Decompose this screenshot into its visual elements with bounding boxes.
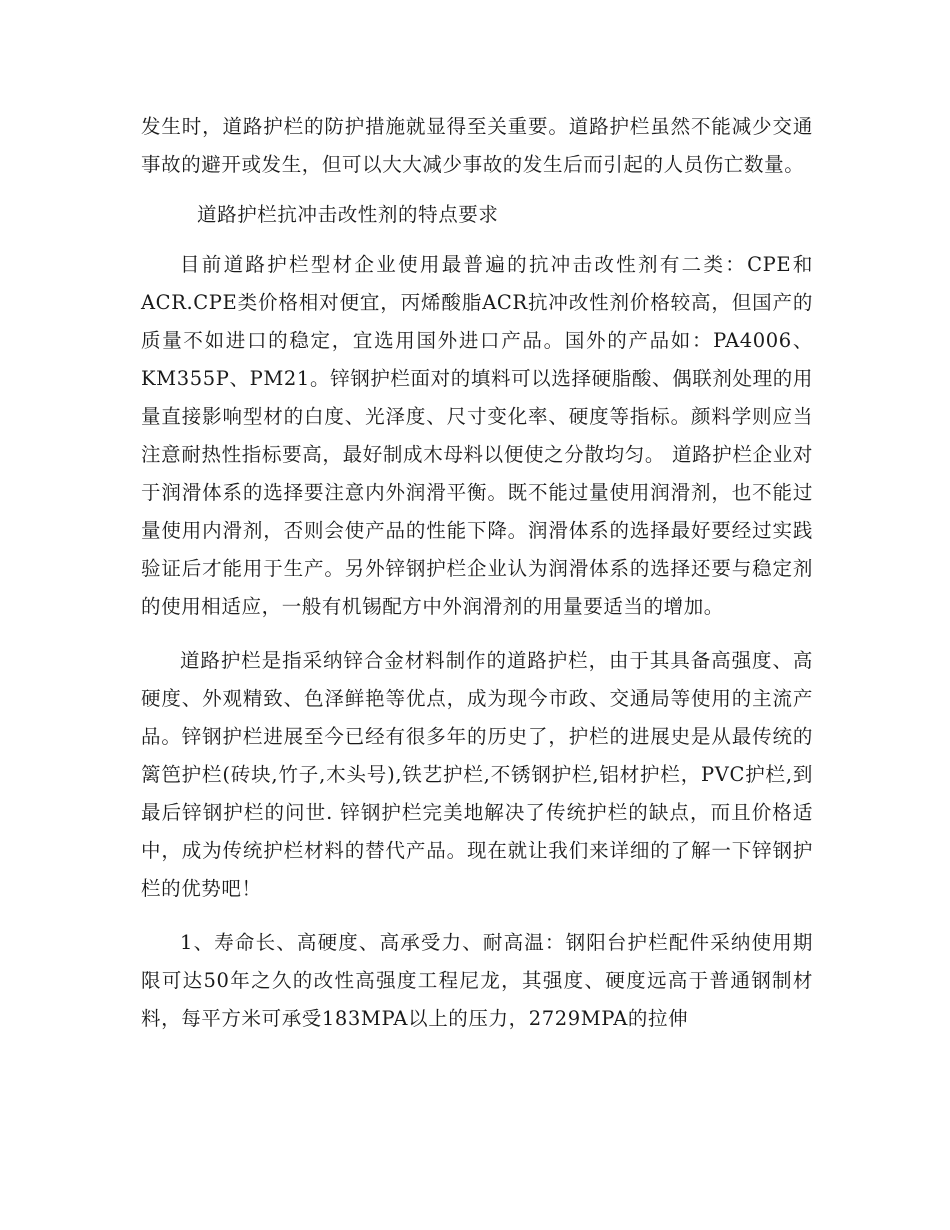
paragraph-intro-continuation: 发生时，道路护栏的防护措施就显得至关重要。道路护栏虽然不能减少交通事故的避开或发生，但可以大大减少事故的发生后而引起的人员伤亡数量。 — [141, 115, 813, 176]
paragraph-guardrail-overview: 道路护栏是指采纳锌合金材料制作的道路护栏，由于其具备高强度、高硬度、外观精致、色泽鲜艳等优点，成为现今市政、交通局等使用的主流产品。锌钢护栏进展至今已经有很多年的历史了，护栏的进展史是从最传统的篱笆护栏(砖块,竹子,木头号),铁艺护栏,不锈钢护栏,铝材护栏，PVC护栏,到最后锌钢护栏的问世. 锌钢护栏完美地解决了传统护栏的缺点，而且价格适中，成为传统护栏材料的替代产品。现在就让我们来详细的了解一下锌钢护栏的优势吧！ — [141, 649, 813, 900]
paragraph-impact-modifier: 目前道路护栏型材企业使用最普遍的抗冲击改性剂有二类：CPE和ACR.CPE类价格相对便宜，丙烯酸脂ACR抗冲改性剂价格较高，但国产的质量不如进口的稳定，宜选用国外进口产品。国外的产品如：PA4006、KM355P、PM21。锌钢护栏面对的填料可以选择硬脂酸、偶联剂处理的用量直接影响型材的白度、光泽度、尺寸变化率、硬度等指标。颜料学则应当注意耐热性指标要高，最好制成木母料以便使之分散均匀。 道路护栏企业对于润滑体系的选择要注意内外润滑平衡。既不能过量使用润滑剂，也不能过量使用内滑剂，否则会使产品的性能下降。润滑体系的选择最好要经过实践验证后才能用于生产。另外锌钢护栏企业认为润滑体系的选择还要与稳定剂的使用相适应，一般有机锡配方中外润滑剂的用量要适当的增加。 — [141, 253, 813, 618]
document-body — [141, 108, 813, 1038]
section-heading: 道路护栏抗冲击改性剂的特点要求 — [197, 203, 499, 226]
paragraph-advantage-1: 1、寿命长、高硬度、高承受力、耐高温：钢阳台护栏配件采纳使用期限可达50年之久的改性高强度工程尼龙，其强度、硬度远高于普通钢制材料，每平方米可承受183MPA以上的压力，2729MPA的拉伸 — [141, 931, 813, 1030]
